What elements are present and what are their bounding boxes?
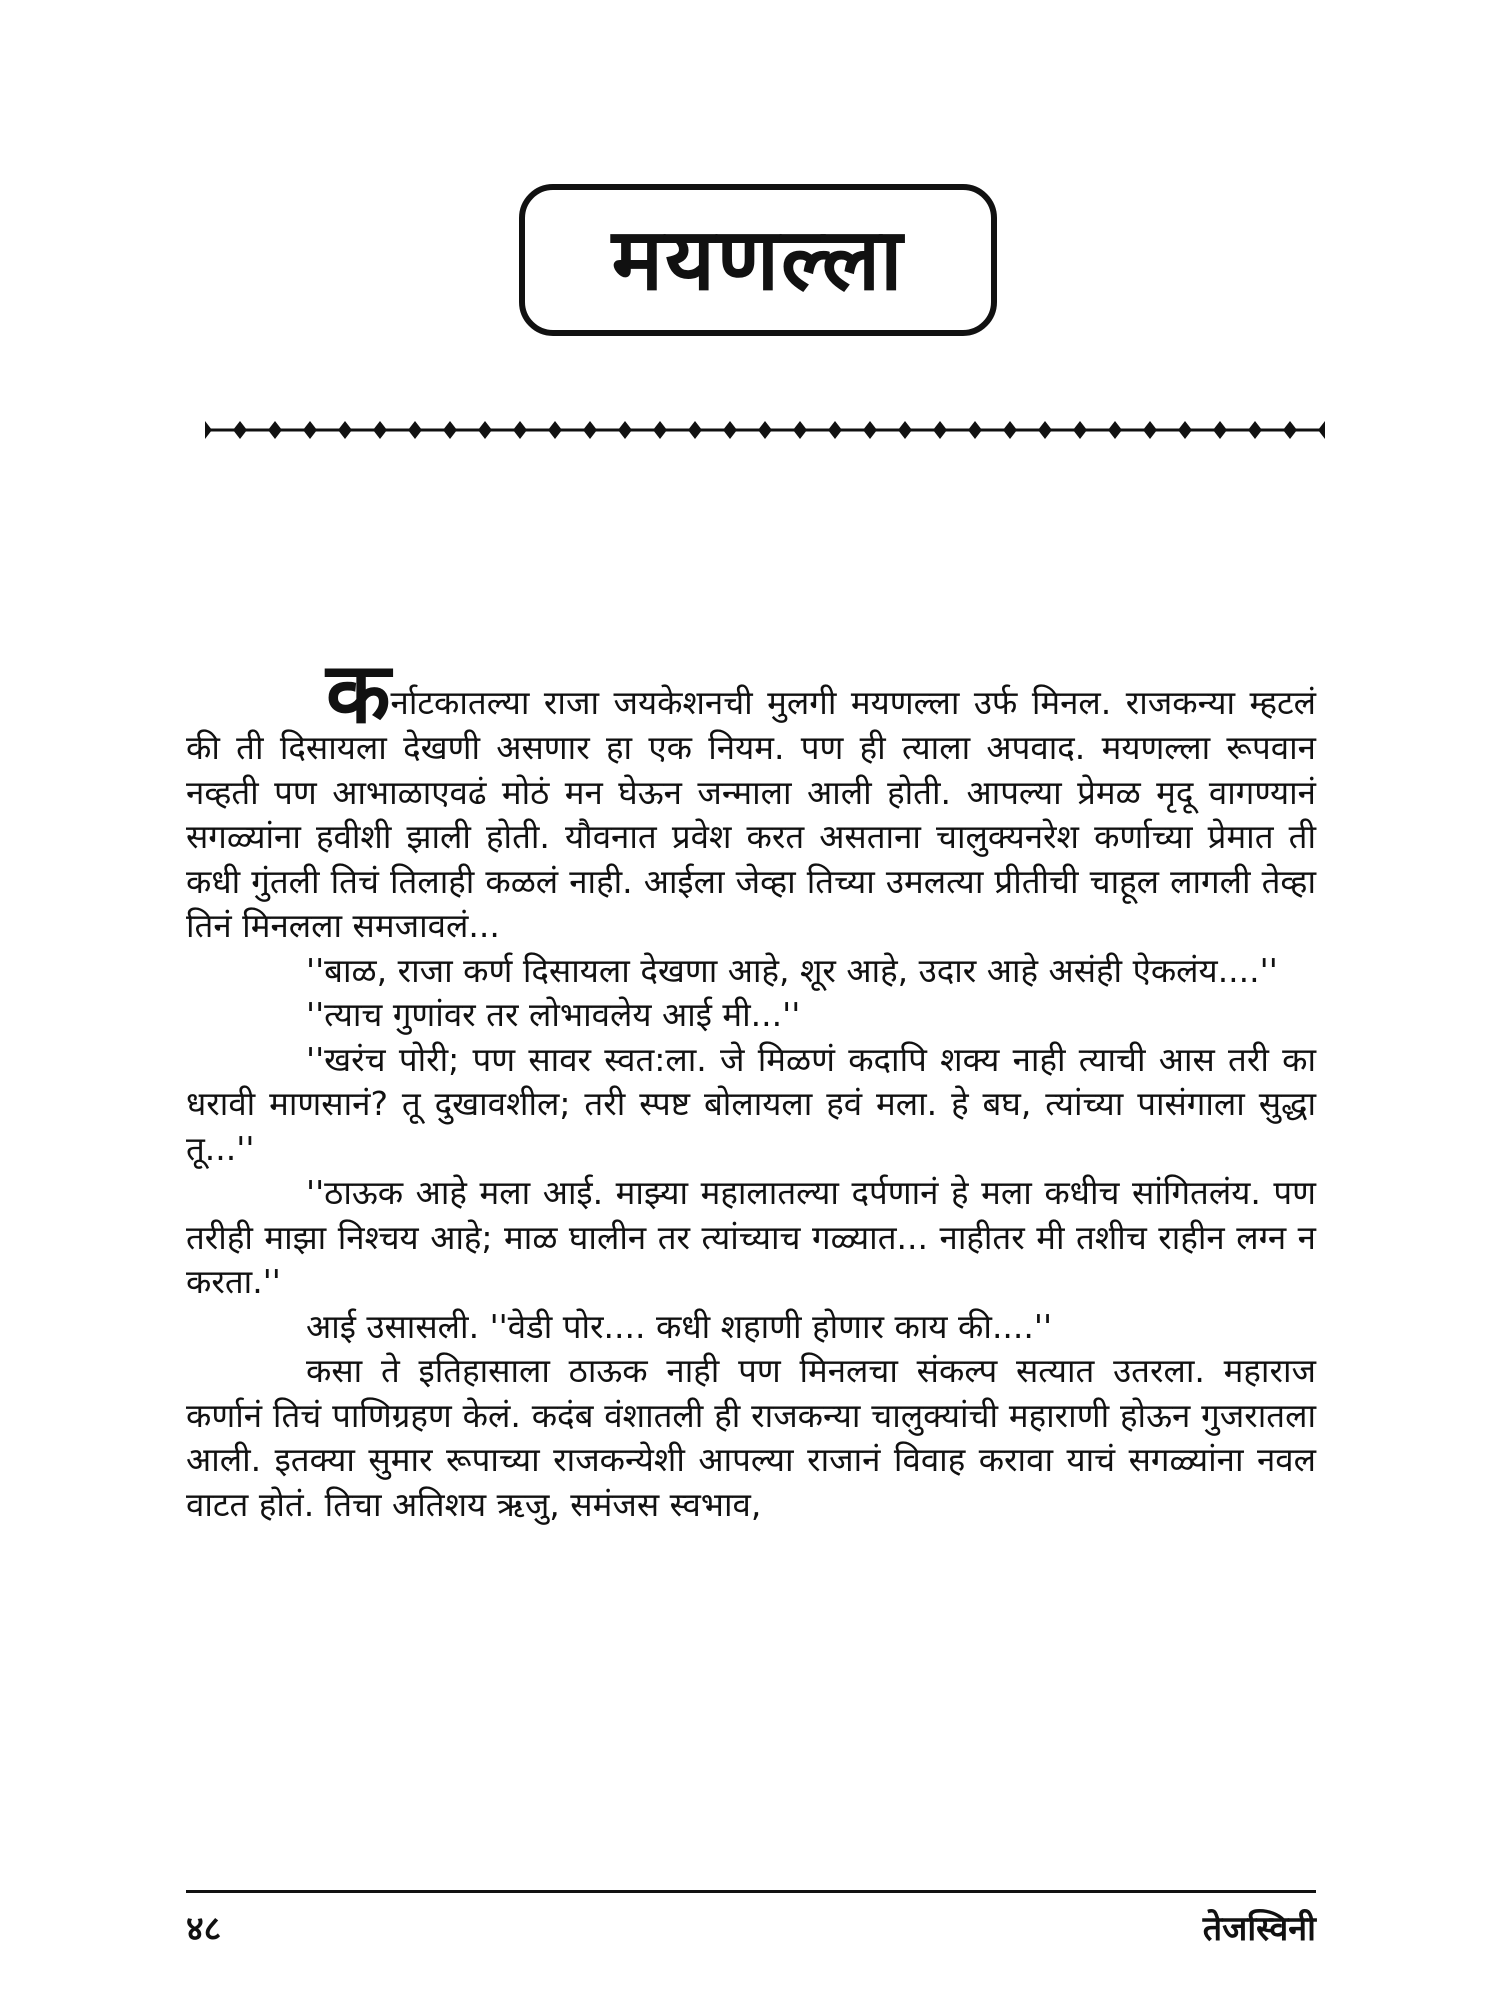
footer-rule bbox=[186, 1890, 1316, 1893]
running-title: तेजस्विनी bbox=[1202, 1909, 1316, 1949]
divider-diamond bbox=[583, 421, 597, 439]
paragraph: कसा ते इतिहासाला ठाऊक नाही पण मिनलचा संकल्प सत्यात उतरला. महाराज कर्णानं तिचं पाणिग्रहण केलं. कदंब वंशातली ही राजकन्या चालुक्यांची महाराणी होऊन गुजरातला आली. इतक्या सुमार रूपाच्या राजकन्येशी आपल्या राजानं विवाह करावा याचं सगळ्यांना नवल वाटत होतं. तिचा अतिशय ऋजु, समंजस स्वभाव, bbox=[186, 1351, 1316, 1524]
chapter-title-box bbox=[519, 184, 997, 336]
divider-diamond bbox=[1248, 421, 1262, 439]
paragraph: ''बाळ, राजा कर्ण दिसायला देखणा आहे, शूर आहे, उदार आहे असंही ऐकलंय....'' bbox=[306, 950, 1278, 990]
divider-diamond bbox=[1213, 421, 1227, 439]
divider-diamond bbox=[653, 421, 667, 439]
divider-diamond bbox=[1178, 421, 1192, 439]
divider-diamond bbox=[968, 421, 982, 439]
divider-diamond bbox=[1318, 421, 1325, 439]
divider-diamond bbox=[373, 421, 387, 439]
paragraph: ''ठाऊक आहे मला आई. माझ्या महालातल्या दर्पणानं हे मला कधीच सांगितलंय. पण तरीही माझा निश्चय आहे; माळ घालीन तर त्यांच्याच गळ्यात... नाहीतर मी तशीच राहीन लग्न न करता.'' bbox=[186, 1173, 1316, 1301]
divider-diamond bbox=[1038, 421, 1052, 439]
divider-diamond bbox=[1143, 421, 1157, 439]
divider-diamond bbox=[233, 421, 247, 439]
divider-diamond bbox=[408, 421, 422, 439]
divider-diamond bbox=[205, 421, 212, 439]
divider-diamond bbox=[828, 421, 842, 439]
paragraph: ''खरंच पोरी; पण सावर स्वत:ला. जे मिळणं कदापि शक्य नाही त्याची आस तरी का धरावी माणसानं? तू दुखावशील; तरी स्पष्ट बोलायला हवं मला. हे बघ, त्यांच्या पासंगाला सुद्धा तू...'' bbox=[186, 1039, 1316, 1168]
divider-diamond bbox=[793, 421, 807, 439]
divider-diamond bbox=[443, 421, 457, 439]
chapter-body bbox=[186, 644, 1316, 1860]
divider-diamond bbox=[1073, 421, 1087, 439]
divider-diamond bbox=[723, 421, 737, 439]
divider-diamond bbox=[863, 421, 877, 439]
drop-cap: क bbox=[326, 644, 391, 742]
divider-diamond bbox=[618, 421, 632, 439]
paragraph-text: र्नाटकातल्या राजा जयकेशनची मुलगी मयणल्ला उर्फ मिनल. राजकन्या म्हटलं की ती दिसायला देखणी असणार हा एक नियम. पण ही त्याला अपवाद. मयणल्ला रूपवान नव्हती पण आभाळाएवढं मोठं मन घेऊन जन्माला आली होती. आपल्या प्रेमळ मृदू वागण्यानं सगळ्यांना हवीशी झाली होती. यौवनात प्रवेश करत असताना चालुक्यनरेश कर्णाच्या प्रेमात ती कधी गुंतली तिचं तिलाही कळलं नाही. आईला जेव्हा तिच्या उमलत्या प्रीतीची चाहूल लागली तेव्हा तिनं मिनलला समजावलं... bbox=[186, 683, 1316, 945]
divider-diamond bbox=[898, 421, 912, 439]
divider-diamond bbox=[268, 421, 282, 439]
divider-diamond bbox=[688, 421, 702, 439]
chapter-title: मयणल्ला bbox=[611, 210, 905, 310]
decorative-divider bbox=[205, 415, 1325, 445]
divider-diamond bbox=[303, 421, 317, 439]
divider-diamond bbox=[548, 421, 562, 439]
page-number: ४८ bbox=[186, 1909, 222, 1949]
divider-diamond bbox=[513, 421, 527, 439]
divider-diamond bbox=[1108, 421, 1122, 439]
divider-diamond bbox=[758, 421, 772, 439]
divider-diamond bbox=[1283, 421, 1297, 439]
divider-diamond bbox=[1003, 421, 1017, 439]
divider-diamond bbox=[933, 421, 947, 439]
divider-diamond bbox=[478, 421, 492, 439]
divider-diamond bbox=[338, 421, 352, 439]
paragraph bbox=[186, 644, 1316, 949]
paragraph: आई उसासली. ''वेडी पोर.... कधी शहाणी होणार काय की....'' bbox=[306, 1306, 1053, 1346]
paragraph: ''त्याच गुणांवर तर लोभावलेय आई मी...'' bbox=[306, 995, 801, 1034]
